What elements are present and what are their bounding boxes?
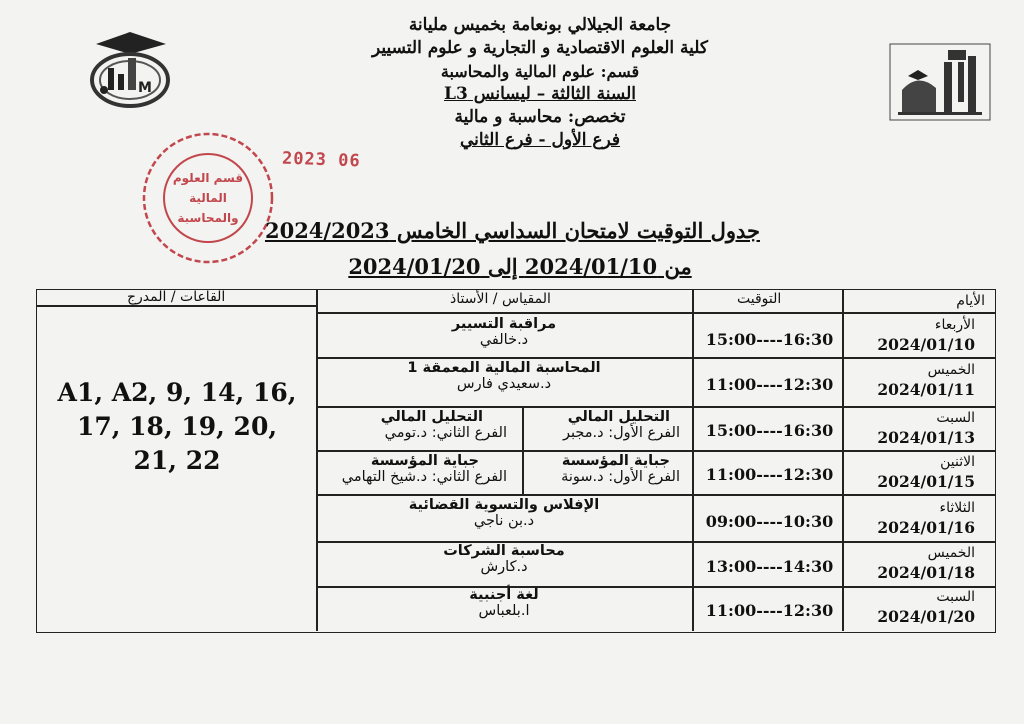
department-name: قسم: علوم المالية والمحاسبة bbox=[440, 62, 640, 81]
row-module: المحاسبة المالية المعمقة 1 bbox=[407, 360, 601, 376]
branch1-module: التحليل المالي bbox=[567, 409, 670, 425]
row-day: الخميس bbox=[927, 545, 975, 561]
specialty: تخصص: محاسبة و مالية bbox=[454, 107, 626, 127]
row-day: السبت bbox=[936, 589, 975, 605]
date-stamp: 2023 06 bbox=[281, 148, 361, 172]
row-module: الإفلاس والتسوية القضائية bbox=[408, 497, 600, 513]
row-date: 2024/01/15 bbox=[877, 472, 975, 491]
row-teacher: ا.بلعباس bbox=[478, 603, 530, 619]
university-logo bbox=[888, 42, 992, 122]
row-date: 2024/01/20 bbox=[877, 607, 975, 626]
row-teacher: د.بن ناجي bbox=[473, 513, 535, 529]
branch1-teacher: الفرع الأول: د.سونة bbox=[561, 469, 680, 485]
row-day: الخميس bbox=[927, 362, 975, 378]
schedule-title: جدول التوقيت لامتحان السداسي الخامس 2024/2023 bbox=[264, 218, 760, 243]
row-day: الثلاثاء bbox=[939, 500, 975, 516]
row-time: 13:00----14:30 bbox=[705, 557, 834, 576]
row-teacher: د.خالفي bbox=[479, 332, 529, 348]
svg-text:M: M bbox=[138, 80, 152, 96]
row-module: مراقبة التسيير bbox=[451, 316, 557, 332]
branch2-teacher: الفرع الثاني: د.تومي bbox=[384, 425, 507, 441]
row-module: لغة أجنبية bbox=[469, 587, 539, 603]
document-header bbox=[300, 14, 780, 152]
row-time: 15:00----16:30 bbox=[705, 421, 834, 440]
branch2-teacher: الفرع الثاني: د.شيخ التهامي bbox=[341, 469, 507, 485]
header-rooms: القاعات / المدرج bbox=[127, 289, 226, 305]
row-time: 15:00----16:30 bbox=[705, 330, 834, 349]
branch1-teacher: الفرع الأول: د.مجبر bbox=[563, 425, 680, 441]
svg-text:المالية: المالية bbox=[189, 191, 227, 205]
row-day: السبت bbox=[936, 410, 975, 426]
header-time: التوقيت bbox=[737, 291, 782, 307]
row-day: الأربعاء bbox=[934, 317, 975, 333]
row-date: 2024/01/11 bbox=[877, 380, 975, 399]
row-time: 11:00----12:30 bbox=[705, 375, 834, 394]
row-module: محاسبة الشركات bbox=[443, 543, 565, 559]
university-name: جامعة الجيلالي بونعامة بخميس مليانة bbox=[408, 15, 672, 35]
row-time: 11:00----12:30 bbox=[705, 465, 834, 484]
branch2-module: جباية المؤسسة bbox=[370, 453, 479, 469]
faculty-name: كلية العلوم الاقتصادية و التجارية و علوم التسيير bbox=[371, 38, 709, 58]
row-date: 2024/01/10 bbox=[877, 335, 975, 354]
row-date: 2024/01/18 bbox=[877, 563, 975, 582]
row-time: 11:00----12:30 bbox=[705, 601, 834, 620]
branches: فرع الأول - فرع الثاني bbox=[459, 130, 621, 150]
header-module: المقياس / الأستاذ bbox=[450, 291, 551, 307]
row-teacher: د.كارش bbox=[480, 559, 528, 575]
row-day: الاثنين bbox=[940, 454, 975, 470]
row-time: 09:00----10:30 bbox=[705, 512, 834, 531]
department-stamp bbox=[140, 130, 276, 266]
row-teacher: د.سعيدي فارس bbox=[456, 376, 552, 392]
rooms-list: A1, A2, 9, 14, 16, 17, 18, 19, 20, 21, 22 bbox=[57, 378, 297, 475]
svg-text:قسم العلوم: قسم العلوم bbox=[172, 171, 244, 185]
branch2-module: التحليل المالي bbox=[380, 409, 483, 425]
study-year: السنة الثالثة – ليسانس L3 bbox=[444, 84, 636, 104]
branch1-module: جباية المؤسسة bbox=[561, 453, 670, 469]
exam-table bbox=[36, 289, 996, 633]
schedule-period: من 2024/01/10 إلى 2024/01/20 bbox=[348, 254, 692, 279]
row-date: 2024/01/16 bbox=[877, 518, 975, 537]
faculty-logo bbox=[78, 30, 182, 112]
row-date: 2024/01/13 bbox=[877, 428, 975, 447]
svg-text:والمحاسبة: والمحاسبة bbox=[177, 211, 239, 225]
header-days: الأيام bbox=[956, 293, 985, 309]
